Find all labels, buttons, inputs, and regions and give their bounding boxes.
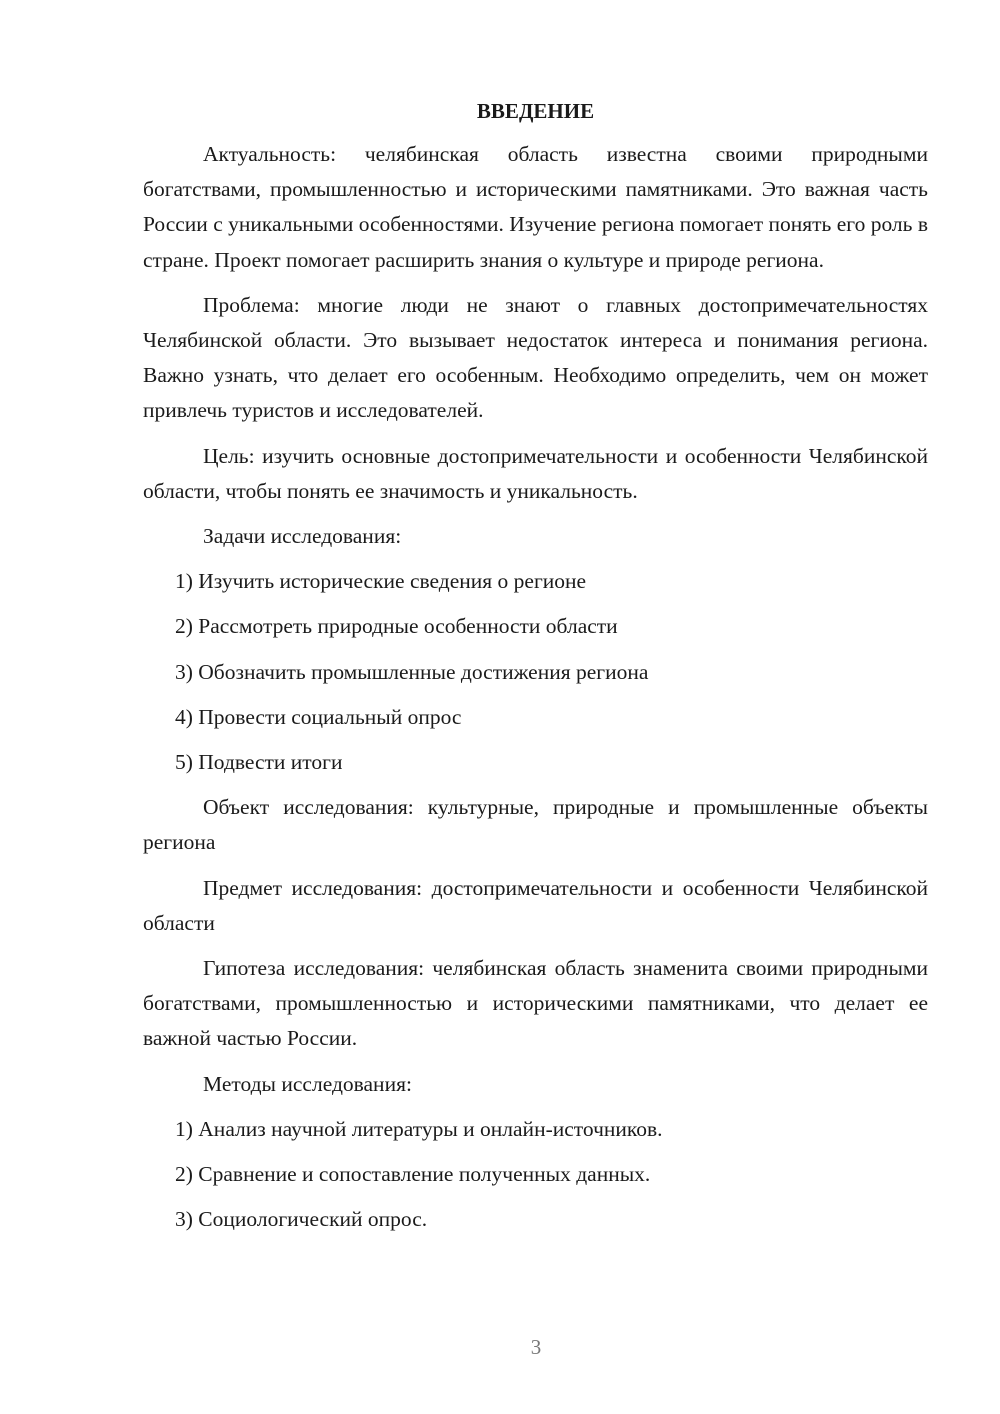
method-item: 2) Сравнение и сопоставление полученных данных. (175, 1162, 651, 1187)
task-item: 3) Обозначить промышленные достижения региона (175, 659, 649, 684)
task-item: 1) Изучить исторические сведения о регионе (175, 569, 587, 594)
page-number: 3 (530, 1335, 542, 1359)
page-title: ВВЕДЕНИЕ (476, 99, 595, 123)
problem-paragraph: Проблема: многие люди не знают о главных достопримечательностях Челябинской области. Это вызывает недостаток интереса и понимания региона. Важно узнать, что делает его особенным. Необходимо определить, чем он может привлечь туристов и исследователей. (143, 292, 928, 423)
tasks-heading: Задачи исследования: (203, 524, 402, 549)
method-item: 3) Социологический опрос. (175, 1207, 428, 1232)
goal-paragraph: Цель: изучить основные достопримечательности и особенности Челябинской области, чтобы понять ее значимость и уникальность. (143, 443, 928, 503)
method-item: 1) Анализ научной литературы и онлайн-источников. (175, 1116, 663, 1141)
methods-heading: Методы исследования: (203, 1071, 412, 1096)
task-item: 5) Подвести итоги (175, 750, 343, 775)
task-item: 2) Рассмотреть природные особенности области (175, 614, 618, 639)
hypothesis-paragraph: Гипотеза исследования: челябинская область знаменита своими природными богатствами, промышленностью и историческими памятниками, что делает ее важной частью России. (143, 956, 928, 1051)
subject-paragraph: Предмет исследования: достопримечательности и особенности Челябинской области (143, 875, 928, 935)
document-page (143, 96, 928, 1247)
relevance-paragraph: Актуальность: челябинская область известна своими природными богатствами, промышленностью и историческими памятниками. Это важная часть России с уникальными особенностями. Изучение региона помогает понять его роль в стране. Проект помогает расширить знания о культуре и природе региона. (143, 142, 928, 272)
task-item: 4) Провести социальный опрос (175, 704, 462, 729)
object-paragraph: Объект исследования: культурные, природные и промышленные объекты региона (143, 795, 928, 855)
